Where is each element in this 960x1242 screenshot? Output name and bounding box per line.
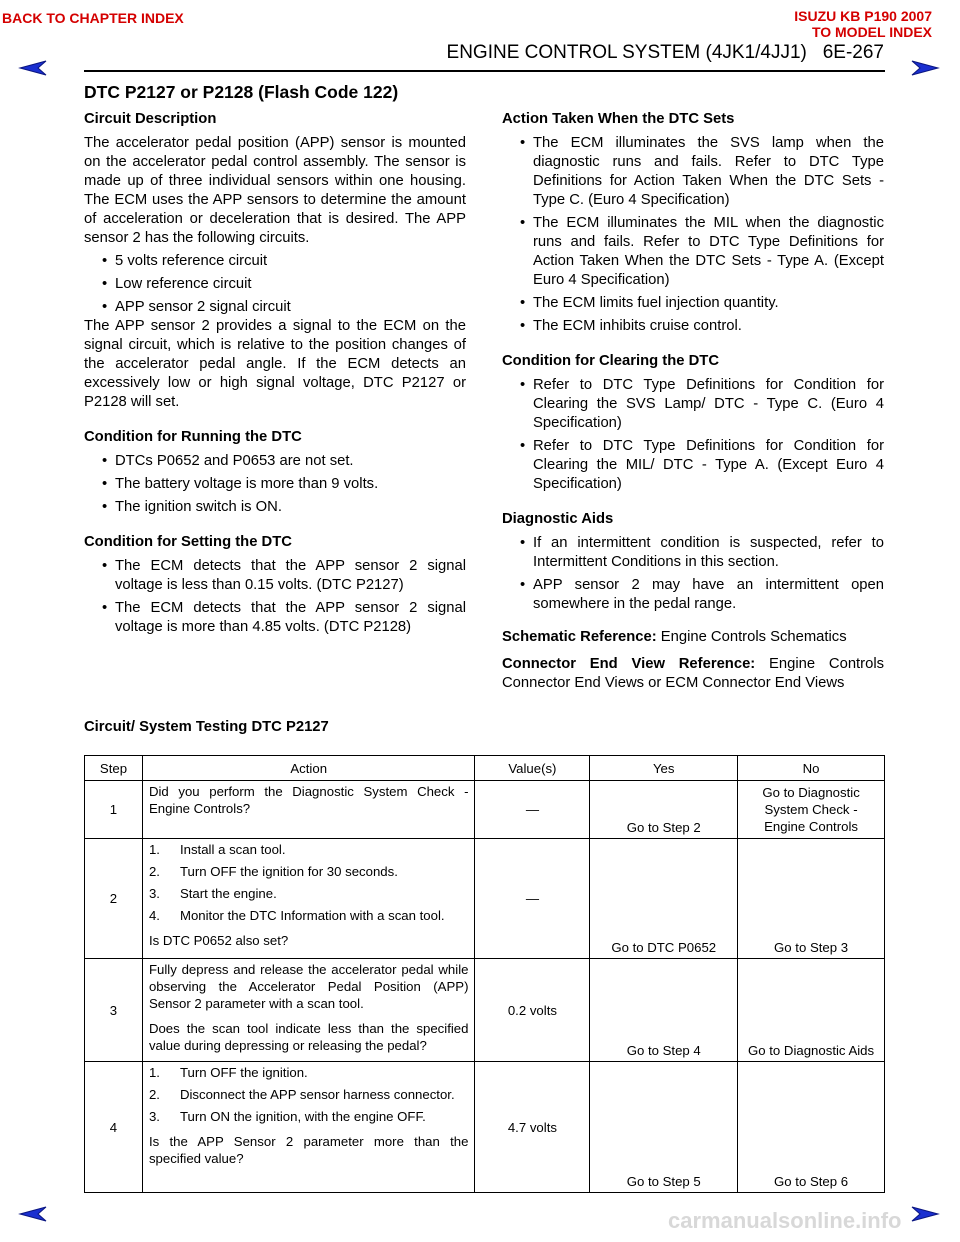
circuit-description-heading: Circuit Description [84,111,217,127]
list-item: • DTCs P0652 and P0653 are not set. [84,452,466,471]
next-page-arrow-icon[interactable] [910,58,940,78]
page-header: ENGINE CONTROL SYSTEM (4JK1/4JJ1) 6E-267 [446,42,884,63]
clearing-list [502,376,884,494]
step-number: 3 [85,959,143,1062]
testing-heading: Circuit/ System Testing DTC P2127 [84,719,329,735]
footer-watermark: carmanualsonline.info [668,1208,902,1233]
step-yes: Go to Step 2 [590,781,738,839]
header-yes: Yes [590,756,738,781]
list-item: 3. Turn ON the ignition, with the engine OFF. [148,1109,426,1124]
running-list [84,452,466,517]
connector-label: Connector End View Reference: [502,656,756,672]
schematic-label: Schematic Reference: [502,629,657,645]
model-name-link[interactable]: ISUZU KB P190 2007 [794,8,932,24]
list-item: 4. Monitor the DTC Information with a scan tool. [148,908,445,923]
diagnostic-table [84,755,885,1193]
step-value: 0.2 volts [475,959,590,1062]
step-instruction: Fully depress and release the accelerator pedal while observing the Accelerator Pedal Position (APP) Sensor 2 parameter with a scan tool. [148,962,469,1011]
step-yes: Go to Step 5 [590,1062,738,1193]
schematic-reference [502,628,884,647]
table-row [85,959,885,1062]
action-steps [149,841,469,924]
table-row [85,839,885,959]
page-title: DTC P2127 or P2128 (Flash Code 122) [84,82,399,102]
step-question: Does the scan tool indicate less than the specified value during depressing or releasing the pedal? [148,1021,469,1053]
clearing-heading: Condition for Clearing the DTC [502,353,720,369]
setting-heading: Condition for Setting the DTC [84,534,292,550]
running-heading: Condition for Running the DTC [84,429,302,445]
list-item: • The battery voltage is more than 9 volts. [84,475,466,494]
step-yes: Go to Step 4 [590,959,738,1062]
step-action [142,1062,475,1193]
prev-page-bottom-arrow-icon[interactable] [18,1204,48,1224]
schematic-value: Engine Controls Schematics [656,629,847,645]
prev-page-arrow-icon[interactable] [18,58,48,78]
step-no: Go to Step 6 [738,1062,885,1193]
back-to-chapter-link[interactable]: BACK TO CHAPTER INDEX [2,10,184,26]
list-item: • The ECM limits fuel injection quantity. [502,294,884,313]
step-value: — [475,781,590,839]
step-no: Go to Diagnostic Aids [738,959,885,1062]
header-action: Action [142,756,475,781]
aids-list [502,534,884,614]
list-item: • Refer to DTC Type Definitions for Condition for Clearing the SVS Lamp/ DTC - Type C. (Euro 4 Specification) [502,376,884,433]
step-yes: Go to DTC P0652 [590,839,738,959]
to-model-index-link[interactable]: TO MODEL INDEX [811,24,932,40]
list-item: • Refer to DTC Type Definitions for Condition for Clearing the MIL/ DTC - Type A. (Except Euro 4 Specification) [502,437,884,494]
action-steps [149,1064,469,1125]
list-item: • If an intermittent condition is suspected, refer to Intermittent Conditions in this section. [502,534,884,572]
list-item: • The ECM inhibits cruise control. [502,317,884,336]
list-item: • 5 volts reference circuit [84,252,466,271]
list-item: 1. Turn OFF the ignition. [148,1065,308,1080]
header-values: Value(s) [475,756,590,781]
list-item: 2. Disconnect the APP sensor harness connector. [148,1087,455,1102]
step-question: Is DTC P0652 also set? [148,933,289,948]
header-step: Step [85,756,143,781]
table-header-row [85,756,885,781]
list-item: • The ECM illuminates the MIL when the diagnostic runs and fails. Refer to DTC Type Definitions for Action Taken When the DTC Sets - Type A. (Except Euro 4 Specification) [502,214,884,290]
left-column [84,110,466,641]
right-column [502,110,884,697]
signal-description-text: The APP sensor 2 provides a signal to the ECM on the signal circuit, which is relative to the position changes of the accelerator pedal angle. If the ECM detects an excessively low or high signal voltage, DTC P2127 or P2128 will set. [84,318,466,410]
model-links [794,8,932,40]
list-item: 2. Turn OFF the ignition for 30 seconds. [148,864,398,879]
step-no: Go to Step 3 [738,839,885,959]
step-number: 2 [85,839,143,959]
setting-list [84,557,466,637]
step-number: 4 [85,1062,143,1193]
step-value: — [475,839,590,959]
list-item: • APP sensor 2 may have an intermittent open somewhere in the pedal range. [502,576,884,614]
list-item: • Low reference circuit [84,275,466,294]
table-row [85,781,885,839]
action-list [502,134,884,336]
list-item: 3. Start the engine. [148,886,277,901]
list-item: • The ECM detects that the APP sensor 2 signal voltage is less than 0.15 volts. (DTC P2127) [84,557,466,595]
connector-value: Engine Controls Connector End Views or ECM Connector End Views [502,656,885,691]
step-action [142,959,475,1062]
next-page-bottom-arrow-icon[interactable] [910,1204,940,1224]
header-rule [84,70,885,72]
step-value: 4.7 volts [475,1062,590,1193]
list-item: • The ECM detects that the APP sensor 2 signal voltage is more than 4.85 volts. (DTC P2128) [84,599,466,637]
circuit-description-text: The accelerator pedal position (APP) sensor is mounted on the accelerator pedal control assembly. The sensor is made up of three individual sensors within one housing. The ECM uses the APP sensors to determine the amount of acceleration or deceleration that is desired. The APP sensor 2 has the following circuits. [84,135,466,246]
list-item: • APP sensor 2 signal circuit [84,298,466,317]
list-item: • The ECM illuminates the SVS lamp when the diagnostic runs and fails. Refer to DTC Type Definitions for Action Taken When the DTC Sets - Type C. (Euro 4 Specification) [502,134,884,210]
step-action: Did you perform the Diagnostic System Check - Engine Controls? [142,781,475,839]
diagnostic-aids-heading: Diagnostic Aids [502,511,614,527]
circuit-list [84,252,466,317]
action-heading: Action Taken When the DTC Sets [502,111,735,127]
connector-reference [502,655,884,693]
list-item: 1. Install a scan tool. [148,842,286,857]
list-item: • The ignition switch is ON. [84,498,466,517]
step-question: Is the APP Sensor 2 parameter more than the specified value? [148,1134,469,1166]
step-number: 1 [85,781,143,839]
table-row [85,1062,885,1193]
step-no: Go to Diagnostic System Check - Engine Controls [738,781,885,839]
header-no: No [738,756,885,781]
step-action [142,839,475,959]
